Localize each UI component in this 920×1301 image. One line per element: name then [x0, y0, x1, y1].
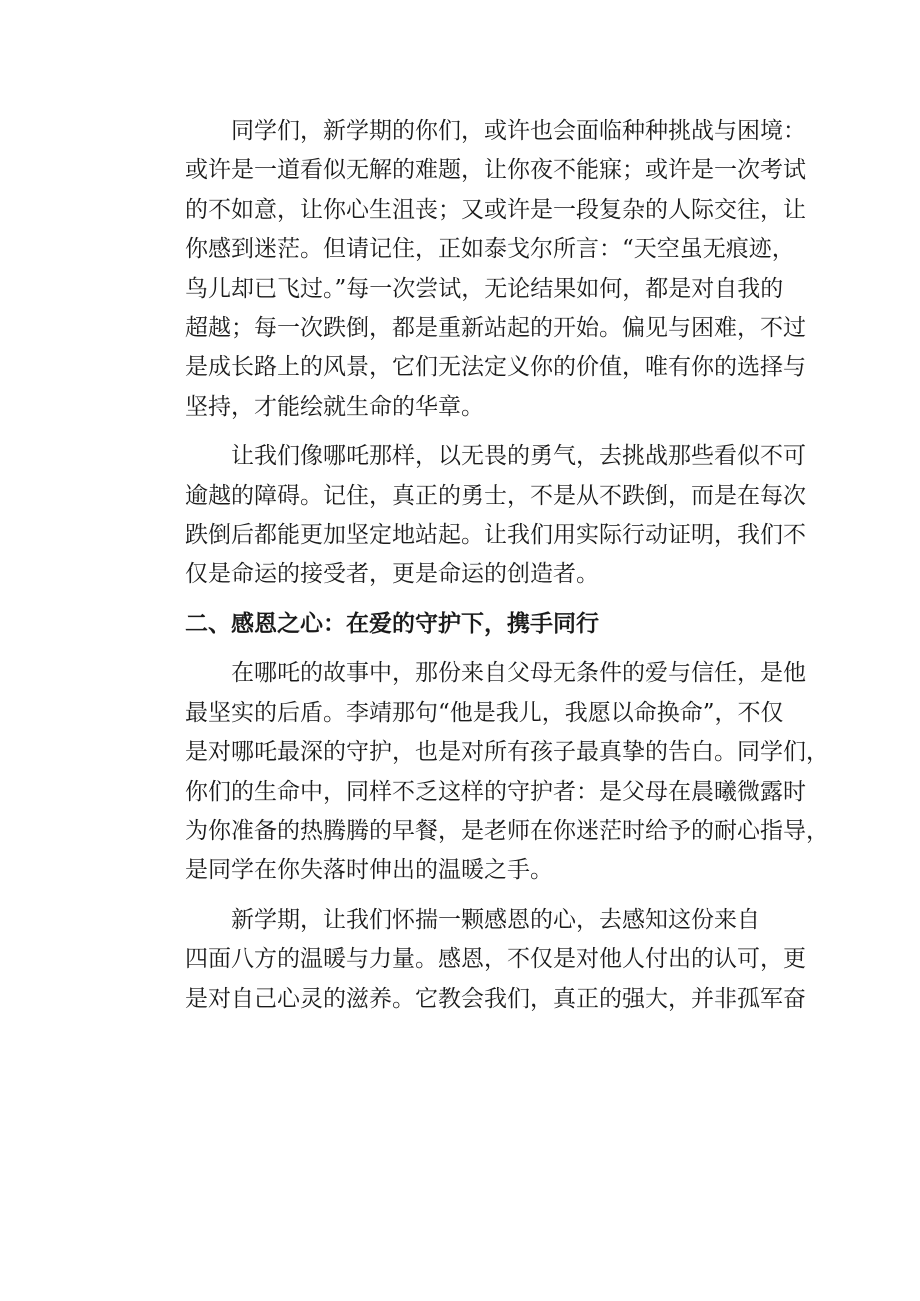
paragraph-line: 同学们，新学期的你们，或许也会面临种种挑战与困境： [231, 118, 806, 144]
paragraph-line: 跌倒后都能更加坚定地站起。让我们用实际行动证明，我们不 [185, 522, 806, 549]
paragraph-line: 你感到迷茫。但请记住，正如泰戈尔所言：“天空虽无痕迹， [185, 236, 795, 263]
paragraph-line: 在哪吒的故事中，那份来自父母无条件的爱与信任，是他 [231, 660, 806, 687]
section-heading: 二、感恩之心：在爱的守护下，携手同行 [185, 610, 599, 637]
paragraph-line: 仅是命运的接受者，更是命运的创造者。 [185, 561, 599, 588]
paragraph-line: 让我们像哪吒那样，以无畏的勇气，去挑战那些看似不可 [231, 443, 806, 470]
paragraph-line: 为你准备的热腾腾的早餐，是老师在你迷茫时给予的耐心指导， [185, 817, 829, 844]
paragraph-line: 是对自己心灵的滋养。它教会我们，真正的强大，并非孤军奋 [185, 985, 806, 1012]
paragraph-line: 超越；每一次跌倒，都是重新站起的开始。偏见与困难，不过 [185, 315, 806, 342]
paragraph-line: 逾越的障碍。记住，真正的勇士，不是从不跌倒，而是在每次 [185, 482, 806, 509]
paragraph-line: 鸟儿却已飞过。”每一次尝试，无论结果如何，都是对自我的 [185, 275, 784, 302]
paragraph-line: 四面八方的温暖与力量。感恩，不仅是对他人付出的认可，更 [185, 946, 806, 973]
paragraph-line: 是同学在你失落时伸出的温暖之手。 [185, 857, 553, 884]
document-body [139, 112, 829, 1019]
paragraph-line: 新学期，让我们怀揣一颗感恩的心，去感知这份来自 [231, 906, 760, 933]
paragraph-3 [139, 654, 829, 890]
paragraph-line: 或许是一道看似无解的难题，让你夜不能寐；或许是一次考试 [185, 157, 806, 184]
paragraph-line: 最坚实的后盾。李靖那句“他是我儿，我愿以命换命”，不仅 [185, 699, 784, 726]
paragraph-line: 坚持，才能绘就生命的华章。 [185, 393, 484, 420]
paragraph-line: 是成长路上的风景，它们无法定义你的价值，唯有你的选择与 [185, 354, 806, 381]
paragraph-line: 的不如意，让你心生沮丧；又或许是一段复杂的人际交往，让 [185, 196, 806, 223]
paragraph-line: 你们的生命中，同样不乏这样的守护者：是父母在晨曦微露时 [185, 778, 806, 805]
paragraph-1 [139, 112, 806, 427]
paragraph-line: 是对哪吒最深的守护，也是对所有孩子最真挚的告白。同学们， [185, 739, 829, 766]
paragraph-2 [139, 437, 806, 595]
paragraph-4 [139, 901, 806, 1019]
